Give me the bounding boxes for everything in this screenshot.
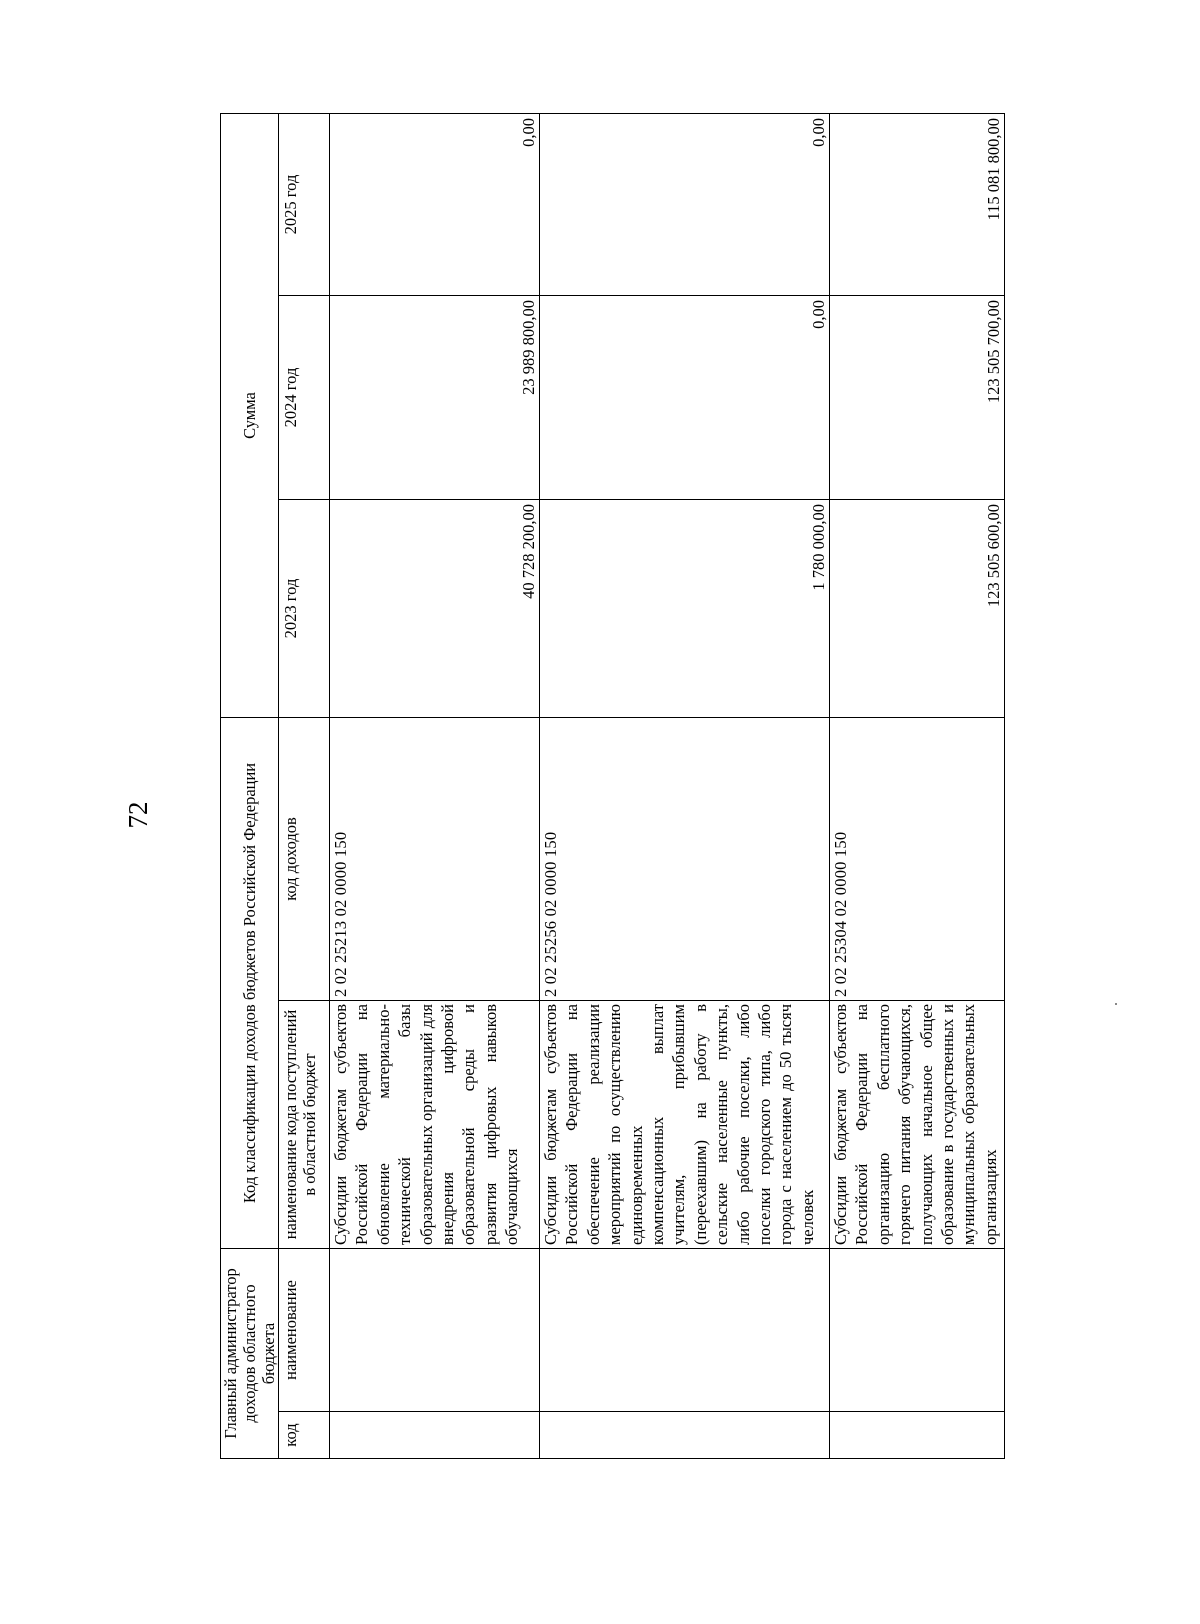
revenue-table bbox=[220, 113, 1005, 1459]
header-col-name: наименование bbox=[279, 1249, 330, 1412]
cell-sum-2024: 23 989 800,00 bbox=[330, 295, 540, 499]
table-body bbox=[330, 113, 1005, 1458]
cell-sum-2023: 123 505 600,00 bbox=[830, 499, 1005, 717]
cell-admin-name bbox=[830, 1249, 1005, 1412]
cell-description: Субсидии бюджетам субъектов Российской Федерации на обеспечение реализации мероприятий по осуществлению единовременных компенсационных выплат учителям, прибывшим (переехавшим) на работу в сельские населенные пункты, либо рабочие поселки, либо поселки городского типа, либо города с населением до 50 тысяч человек bbox=[540, 1001, 830, 1249]
page-number: 72 bbox=[123, 801, 153, 829]
cell-description: Субсидии бюджетам субъектов Российской Федерации на обновление материально-технической базы образовательных организаций для внедрения цифровой образовательной среды и развития цифровых навыков обучающихся bbox=[330, 1001, 540, 1249]
header-col-2024: 2024 год bbox=[279, 295, 330, 499]
cell-description: Субсидии бюджетам субъектов Российской Федерации на организацию бесплатного горячего питания обучающихся, получающих начальное общее образование в государственных и муниципальных образовательных организациях bbox=[830, 1001, 1005, 1249]
rotated-table-container bbox=[220, 114, 1015, 1459]
header-col-2023: 2023 год bbox=[279, 499, 330, 717]
scan-artifact-dot bbox=[1115, 1003, 1117, 1005]
cell-sum-2025: 0,00 bbox=[540, 113, 830, 295]
cell-sum-2025: 115 081 800,00 bbox=[830, 113, 1005, 295]
cell-revenue-code: 2 02 25304 02 0000 150 bbox=[830, 717, 1005, 1000]
header-col-code: код bbox=[279, 1412, 330, 1459]
header-sum-group: Сумма bbox=[221, 113, 279, 717]
header-col-revenue-name: наименование кода поступлений в областной бюджет bbox=[279, 1001, 330, 1249]
cell-sum-2023: 40 728 200,00 bbox=[330, 499, 540, 717]
cell-admin-code bbox=[830, 1412, 1005, 1459]
cell-sum-2023: 1 780 000,00 bbox=[540, 499, 830, 717]
cell-sum-2024: 123 505 700,00 bbox=[830, 295, 1005, 499]
header-admin-group: Главный администратор доходов областного бюджета bbox=[221, 1249, 279, 1459]
cell-admin-name bbox=[330, 1249, 540, 1412]
table-header bbox=[221, 113, 330, 1458]
cell-admin-code bbox=[330, 1412, 540, 1459]
table-row bbox=[830, 113, 1005, 1458]
table-row bbox=[330, 113, 540, 1458]
cell-sum-2025: 0,00 bbox=[330, 113, 540, 295]
table-row bbox=[540, 113, 830, 1458]
header-classification-group: Код классификации доходов бюджетов Российской Федерации bbox=[221, 717, 279, 1248]
header-col-revenue-code: код доходов bbox=[279, 717, 330, 1000]
cell-sum-2024: 0,00 bbox=[540, 295, 830, 499]
cell-revenue-code: 2 02 25256 02 0000 150 bbox=[540, 717, 830, 1000]
cell-admin-name bbox=[540, 1249, 830, 1412]
cell-revenue-code: 2 02 25213 02 0000 150 bbox=[330, 717, 540, 1000]
cell-admin-code bbox=[540, 1412, 830, 1459]
header-col-2025: 2025 год bbox=[279, 113, 330, 295]
